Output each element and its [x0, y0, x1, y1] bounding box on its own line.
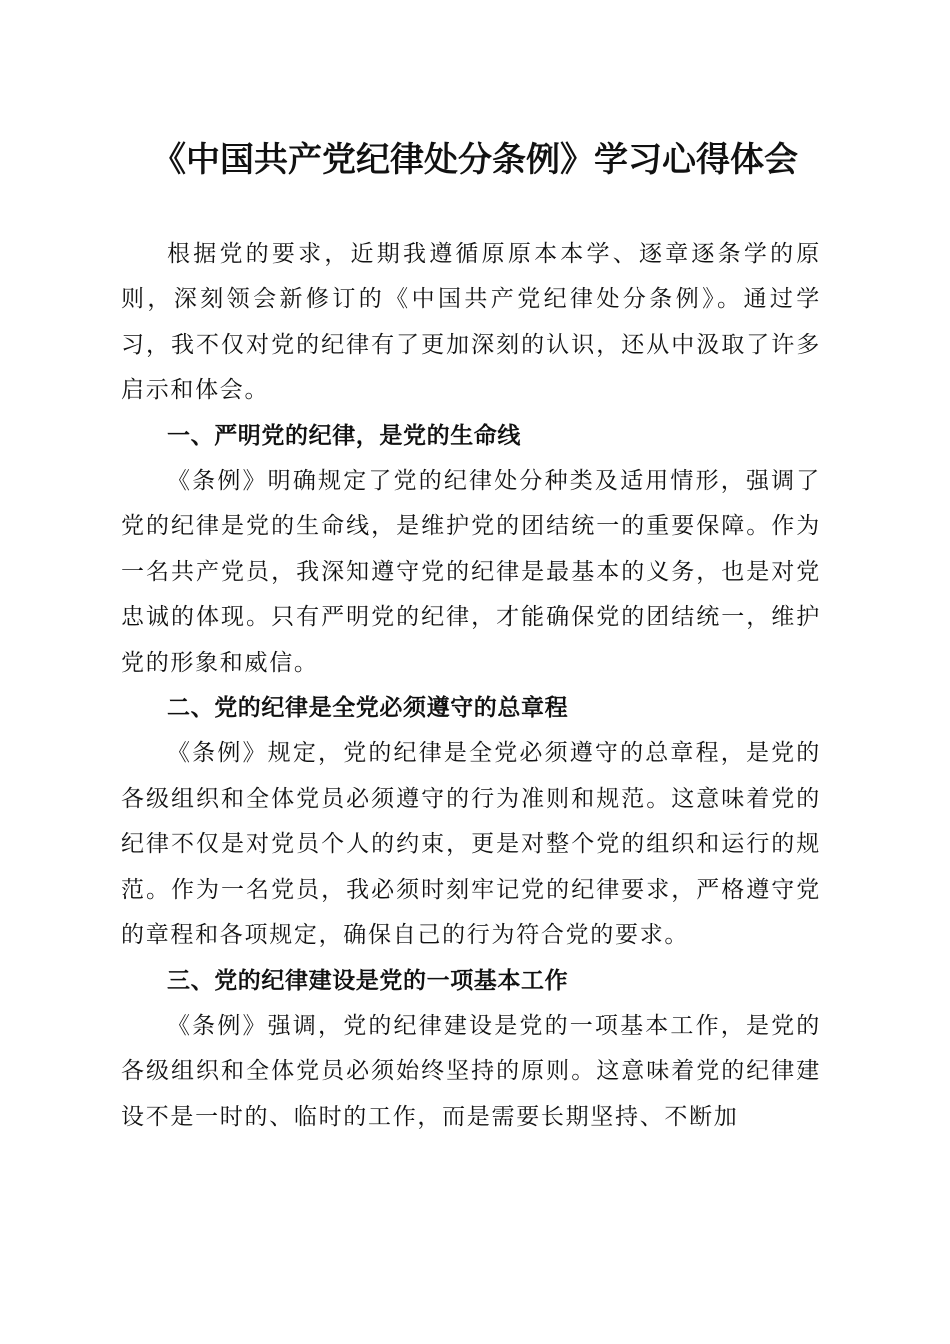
section-heading-2: 二、党的纪律是全党必须遵守的总章程: [167, 695, 569, 722]
section-paragraph-1: 《条例》明确规定了党的纪律处分种类及适用情形，强调了党的纪律是党的生命线，是维护党的团结统一的重要保障。作为一名共产党员，我深知遵守党的纪律是最基本的义务，也是对党忠诚的体现。只有严明党的纪律，才能确保党的团结统一，维护党的形象和威信。: [121, 468, 821, 676]
intro-paragraph: 根据党的要求，近期我遵循原原本本学、逐章逐条学的原则，深刻领会新修订的《中国共产党纪律处分条例》。通过学习，我不仅对党的纪律有了更加深刻的认识，还从中汲取了许多启示和体会。: [121, 241, 821, 404]
document-title: 《中国共产党纪律处分条例》学习心得体会: [152, 140, 798, 180]
section-paragraph-2: 《条例》规定，党的纪律是全党必须遵守的总章程，是党的各级组织和全体党员必须遵守的行为准则和规范。这意味着党的纪律不仅是对党员个人的约束，更是对整个党的组织和运行的规范。作为一名党员，我必须时刻牢记党的纪律要求，严格遵守党的章程和各项规定，确保自己的行为符合党的要求。: [121, 740, 821, 949]
section-heading-3: 三、党的纪律建设是党的一项基本工作: [167, 967, 569, 994]
section-heading-1: 一、严明党的纪律，是党的生命线: [167, 422, 521, 449]
section-paragraph-3: 《条例》强调，党的纪律建设是党的一项基本工作，是党的各级组织和全体党员必须始终坚持的原则。这意味着党的纪律建设不是一时的、临时的工作，而是需要长期坚持、不断加: [121, 1012, 821, 1130]
document-body: [121, 232, 821, 1140]
